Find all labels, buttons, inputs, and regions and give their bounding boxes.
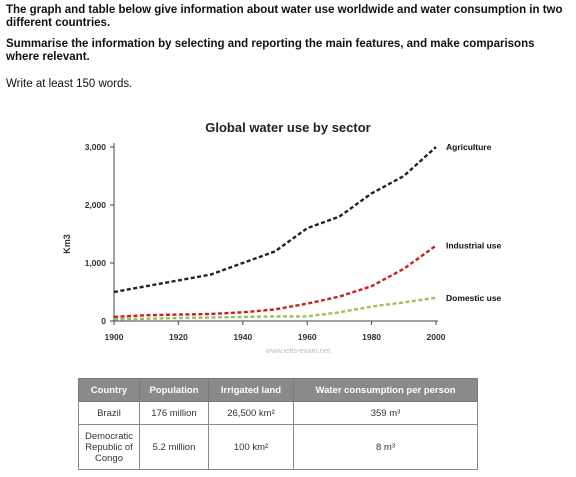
header-country: Country: [79, 379, 140, 402]
series-labels: [446, 142, 502, 303]
series-lines: [114, 147, 436, 319]
axes: [114, 143, 438, 321]
cell-population: 5.2 million: [140, 425, 209, 470]
cell-irrigated: 100 km²: [209, 425, 294, 470]
series-label-domestic-use: Domestic use: [446, 292, 502, 303]
y-axis-label: Km3: [62, 234, 72, 254]
table-row: [79, 425, 478, 470]
x-tick-label: 1920: [168, 332, 188, 342]
x-tick-label: 1900: [104, 332, 124, 342]
y-tick-label: 1,000: [84, 258, 106, 268]
y-tick-label: 3,000: [84, 142, 106, 152]
header-population: Population: [140, 379, 209, 402]
y-ticks: [85, 142, 114, 326]
consumption-table-wrapper: [78, 378, 478, 470]
chart-title: Global water use by sector: [205, 120, 371, 135]
table-header-row: [79, 379, 478, 402]
x-tick-label: 2000: [426, 332, 446, 342]
series-line-agriculture: [114, 147, 436, 292]
cell-country: Democratic Republic of Congo: [79, 425, 140, 470]
series-line-industrial-use: [114, 246, 436, 317]
header-irrigated-land: Irrigated land: [209, 379, 294, 402]
y-tick-label: 2,000: [84, 200, 106, 210]
table-row: [79, 402, 478, 425]
cell-population: 176 million: [140, 402, 209, 425]
cell-consumption: 8 m³: [294, 425, 478, 470]
watermark: www.ielts-exam.net: [265, 346, 331, 355]
line-chart: [0, 110, 576, 362]
x-tick-label: 1980: [362, 332, 382, 342]
task-prompt: [6, 4, 566, 91]
y-tick-label: 0: [101, 316, 106, 326]
cell-consumption: 359 m³: [294, 402, 478, 425]
x-ticks: [105, 321, 446, 342]
cell-country: Brazil: [79, 402, 140, 425]
word-count-note: Write at least 150 words.: [6, 78, 133, 90]
water-consumption-table: [78, 378, 478, 470]
header-water-consumption: Water consumption per person: [294, 379, 478, 402]
task-intro: The graph and table below give information about water use worldwide and water consumption in two different countries.: [6, 4, 563, 29]
task-instruction: Summarise the information by selecting and reporting the main features, and make comparisons where relevant.: [6, 38, 535, 63]
x-tick-label: 1940: [233, 332, 253, 342]
series-label-agriculture: Agriculture: [446, 142, 492, 152]
x-tick-label: 1960: [297, 332, 317, 342]
cell-irrigated: 26,500 km²: [209, 402, 294, 425]
series-label-industrial-use: Industrial use: [446, 240, 502, 251]
